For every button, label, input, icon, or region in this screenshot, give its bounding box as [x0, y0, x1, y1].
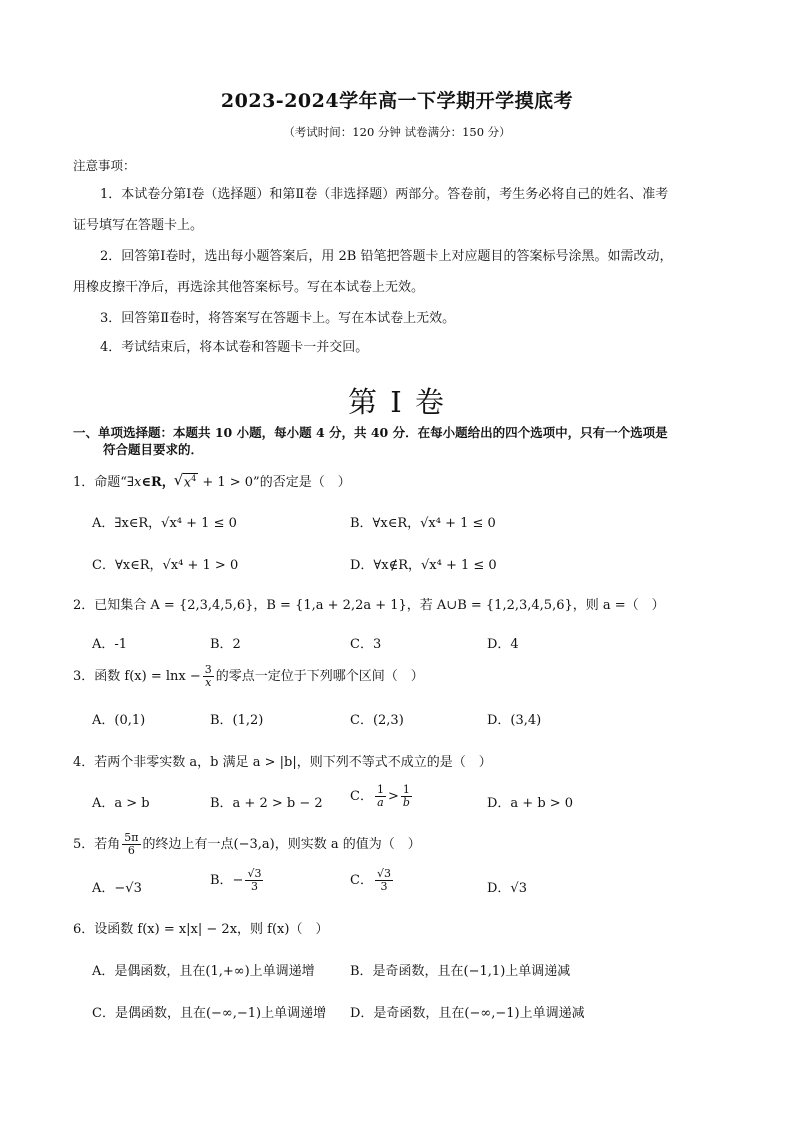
q3-option-b: B．(1,2) [210, 713, 264, 728]
q5-c-den: 3 [380, 880, 388, 893]
q4-option-c [350, 784, 414, 809]
q1-radicand: x [183, 475, 192, 490]
q6-option-b: B．是奇函数，且在(−1,1)上单调递减 [350, 964, 571, 979]
q6-option-d: D．是奇函数，且在(−∞,−1)上单调递减 [350, 1006, 585, 1021]
q5-frac-num: 5π [124, 831, 139, 844]
q5-b-frac [245, 868, 263, 893]
q2-option-a: A．-1 [92, 637, 128, 652]
q4-c-num-2: 1 [402, 783, 410, 796]
instruction-line-2: 符合题目要求的． [103, 442, 204, 457]
exam-title: 2023-2024学年高一下学期开学摸底考 [220, 90, 574, 112]
q5-fraction [122, 832, 140, 857]
q4-option-d: D．a + b > 0 [487, 796, 574, 811]
q5-stem-tail: 的终边上有一点(−3,a)，则实数 a 的值为（ ） [142, 837, 421, 852]
q4-c-frac-2 [401, 784, 412, 809]
q6-option-a: A．是偶函数，且在(1,+∞)上单调递增 [92, 964, 315, 979]
q3-option-a: A．(0,1) [92, 713, 146, 728]
instruction-line-1: 一、单项选择题：本题共 10 小题，每小题 4 分，共 40 分．在每小题给出的四个选项中，只有一个选项是 [73, 425, 668, 440]
q5-stem-part: 5．若角 [73, 837, 121, 852]
notice-item-4: 4．考试结束后，将本试卷和答题卡一并交回。 [100, 340, 369, 355]
notice-heading: 注意事项： [73, 158, 136, 173]
exam-subtitle: （考试时间：120 分钟 试卷满分：150 分） [283, 125, 511, 139]
q3-stem-part: 3．函数 f(x) = lnx − [73, 669, 201, 684]
q5-option-c [350, 868, 395, 893]
q1-option-b: B．∀x∈R，√x⁴ + 1 ≤ 0 [350, 516, 496, 531]
q5-c-frac [375, 868, 393, 893]
q5-option-b [210, 868, 265, 893]
q1-stem-part: 1．命题“∃ [73, 475, 134, 490]
notice-item-3: 3．回答第Ⅱ卷时，将答案写在答题卡上。写在本试卷上无效。 [100, 311, 456, 326]
q2-option-b: B．2 [210, 637, 241, 652]
q1-var: x [133, 475, 142, 490]
q4-c-den-1: a [377, 796, 384, 809]
notice-item-1b: 证号填写在答题卡上。 [73, 218, 204, 233]
question-5-stem [73, 832, 421, 857]
q5-option-d: D．√3 [487, 881, 527, 896]
q1-option-c: C．∀x∈R，√x⁴ + 1 > 0 [92, 558, 239, 573]
q5-b-num: √3 [247, 867, 262, 880]
q1-option-d: D．∀x∉R，√x⁴ + 1 ≤ 0 [350, 558, 497, 573]
section-instruction [73, 424, 733, 458]
q4-c-num-1: 1 [376, 783, 384, 796]
q5-frac-den: 6 [127, 844, 135, 857]
q1-stem-tail: + 1 > 0”的否定是（ ） [198, 475, 351, 490]
notice-item-2b: 用橡皮擦干净后，再选涂其他答案标号。写在本试卷上无效。 [73, 280, 425, 295]
q5-c-label: C． [350, 873, 373, 888]
q3-stem-tail: 的零点一定位于下列哪个区间（ ） [215, 669, 424, 684]
notice-list [73, 179, 723, 361]
q3-frac-num: 3 [204, 663, 212, 676]
question-4-stem: 4．若两个非零实数 a，b 满足 a > |b|，则下列不等式不成立的是（ ） [73, 755, 492, 770]
question-1-stem [73, 471, 351, 490]
q3-fraction [203, 664, 214, 689]
q6-option-c: C．是偶函数，且在(−∞,−1)上单调递增 [92, 1006, 327, 1021]
q5-b-label: B．− [210, 873, 244, 888]
q4-option-a: A．a > b [92, 796, 150, 811]
question-6-stem: 6．设函数 f(x) = x|x| − 2x，则 f(x)（ ） [73, 922, 329, 937]
q3-frac-den: x [205, 676, 212, 689]
q3-option-d: D．(3,4) [487, 713, 542, 728]
q4-c-den-2: b [402, 796, 410, 809]
q4-option-b: B．a + 2 > b − 2 [210, 796, 323, 811]
q5-option-a: A．−√3 [92, 881, 142, 896]
q1-option-a: A．∃x∈R，√x⁴ + 1 ≤ 0 [92, 516, 237, 531]
notice-item-1a: 1．本试卷分第Ⅰ卷（选择题）和第Ⅱ卷（非选择题）两部分。答卷前，考生务必将自己的姓名、准考 [100, 187, 669, 202]
q4-c-label: C． [350, 789, 373, 804]
q4-c-gt: > [387, 789, 399, 804]
q4-c-frac-1 [375, 784, 386, 809]
q2-option-d: D．4 [487, 637, 519, 652]
q3-option-c: C．(2,3) [350, 713, 404, 728]
question-2-stem: 2．已知集合 A = {2,3,4,5,6}，B = {1,a + 2,2a + 1}，若 A∪B = {1,2,3,4,5,6}，则 a =（ ） [73, 598, 665, 613]
q1-radical [183, 473, 198, 490]
notice-item-2a: 2．回答第Ⅰ卷时，选出每小题答案后，用 2B 铅笔把答题卡上对应题目的答案标号涂黑。如需改动， [100, 249, 673, 264]
section-title: 第 I 卷 [348, 385, 446, 419]
q5-b-den: 3 [250, 880, 258, 893]
q2-option-c: C．3 [350, 637, 382, 652]
q1-exponent: 4 [191, 473, 197, 483]
q5-c-num: √3 [376, 867, 391, 880]
question-3-stem [73, 664, 424, 689]
q1-set: ∈R， [141, 475, 175, 490]
